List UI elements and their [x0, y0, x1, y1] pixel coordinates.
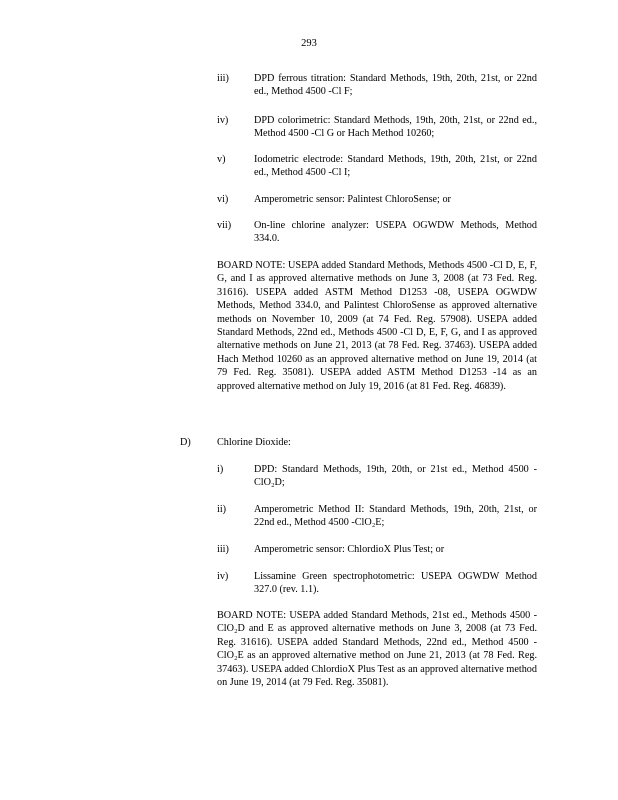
item-label: iii) [217, 73, 229, 84]
item-text: DPD: Standard Methods, 19th, 20th, or 21st ed., Method 4500 -ClO₂D; [254, 464, 537, 489]
item-text: DPD colorimetric: Standard Methods, 19th, 20th, 21st, or 22nd ed., Method 4500 -Cl G or Hach Method 10260; [254, 115, 537, 140]
section-label: D) [180, 437, 191, 448]
item-label: iv) [217, 571, 229, 582]
page-number: 293 [301, 38, 317, 49]
item-text: On-line chlorine analyzer: USEPA OGWDW Methods, Method 334.0. [254, 220, 537, 245]
item-label: vii) [217, 220, 232, 231]
item-label: iii) [217, 544, 229, 555]
item-label: i) [217, 464, 224, 475]
item-text: Amperometric Method II: Standard Methods, 19th, 20th, 21st, or 22nd ed., Method 4500 -ClO₂E; [254, 504, 537, 529]
item-label: v) [217, 154, 226, 165]
item-text: Amperometric sensor: ChlordioX Plus Test; or [254, 544, 445, 555]
board-note: BOARD NOTE: USEPA added Standard Methods, 21st ed., Methods 4500 -ClO₂D and E as approved alternative methods on June 3, 2008 (at 73 Fed. Reg. 31616). USEPA added Standard Methods, 22nd ed., Method 4500 -ClO₂E as an approved alternative method on June 21, 2013 (at 78 Fed. Reg. 37463). USEPA added ChlordioX Plus Test as an approved alternative method on June 19, 2014 (at 79 Fed. Reg. 35081). [217, 610, 537, 689]
item-text: Amperometric sensor: Palintest ChloroSense; or [254, 194, 451, 205]
board-note: BOARD NOTE: USEPA added Standard Methods, Methods 4500 -Cl D, E, F, G, and I as approved alternative methods on June 3, 2008 (at 73 Fed. Reg. 31616). USEPA added ASTM Method D1253 -08, USEPA OGWDW Methods, Method 334.0, and Palintest ChloroSense as approved alternative methods on November 10, 2009 (at 74 Fed. Reg. 57908). USEPA added Standard Methods, 22nd ed., Methods 4500 -Cl D, E, F, G, and I as approved alternative methods on June 21, 2013 (at 78 Fed. Reg. 37463). USEPA added Hach Method 10260 as an approved alternative method on June 19, 2014 (at 79 Fed. Reg. 35081). USEPA added ASTM Method D1253 -14 as an approved alternative method on July 19, 2016 (at 81 Fed. Reg. 46839). [217, 260, 537, 392]
item-label: iv) [217, 115, 229, 126]
item-label: ii) [217, 504, 227, 515]
item-label: vi) [217, 194, 229, 205]
section-title: Chlorine Dioxide: [217, 437, 291, 448]
item-text: Iodometric electrode: Standard Methods, 19th, 20th, 21st, or 22nd ed., Method 4500 -Cl I; [254, 154, 537, 179]
item-text: Lissamine Green spectrophotometric: USEPA OGWDW Method 327.0 (rev. 1.1). [254, 571, 537, 596]
item-text: DPD ferrous titration: Standard Methods, 19th, 20th, 21st, or 22nd ed., Method 4500 -Cl F; [254, 73, 537, 98]
